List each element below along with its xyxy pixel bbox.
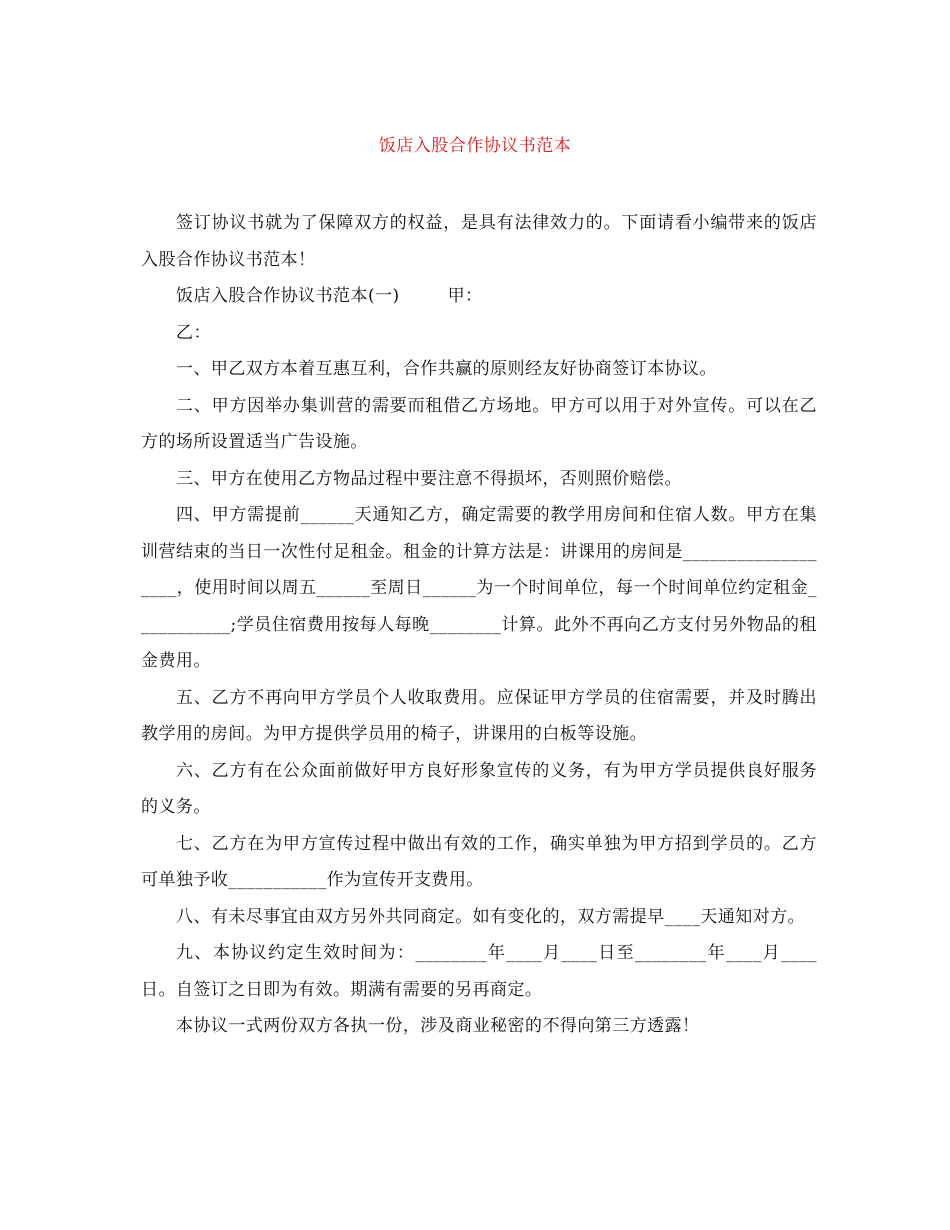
closing-paragraph: 本协议一式两份双方各执一份，涉及商业秘密的不得向第三方透露！ (176, 1016, 700, 1036)
party-b-label: 乙： (176, 322, 211, 343)
clause-8: 八、有未尽事宜由双方另外共同商定。如有变化的，双方需提早____天通知对方。 (176, 906, 806, 927)
intro-paragraph: 签订协议书就为了保障双方的权益，是具有法律效力的。下面请看小编带来的饭店入股合作协议书范本！ (141, 213, 817, 270)
sample-heading: 饭店入股合作协议书范本(一) (176, 286, 400, 306)
clause-5: 五、乙方不再向甲方学员个人收取费用。应保证甲方学员的住宿需要，并及时腾出教学用的房间。为甲方提供学员用的椅子，讲课用的白板等设施。 (141, 687, 817, 744)
clause-9: 九、本协议约定生效时间为：________年____月____日至________年____月____日。自签订之日即为有效。期满有需要的另再商定。 (141, 943, 817, 1000)
clause-3: 三、甲方在使用乙方物品过程中要注意不得损坏，否则照价赔偿。 (176, 468, 683, 489)
party-a-label: 甲： (447, 286, 483, 306)
clause-6: 六、乙方有在公众面前做好甲方良好形象宣传的义务，有为甲方学员提供良好服务的义务。 (141, 760, 817, 817)
document-body (141, 205, 817, 1045)
sample-heading-line (141, 278, 817, 315)
document-title: 饭店入股合作协议书范本 (378, 136, 572, 156)
clause-2: 二、甲方因举办集训营的需要而租借乙方场地。甲方可以用于对外宣传。可以在乙方的场所设置适当广告设施。 (141, 395, 817, 452)
clause-7: 七、乙方在为甲方宣传过程中做出有效的工作，确实单独为甲方招到学员的。乙方可单独予收___________作为宣传开支费用。 (141, 833, 817, 890)
clause-4: 四、甲方需提前______天通知乙方，确定需要的教学用房间和住宿人数。甲方在集训营结束的当日一次性付足租金。租金的计算方法是：讲课用的房间是___________________，使用时间以周五______至周日______为一个时间单位，每一个时间单位约定租金___________;学员住宿费用按每人每晚________计算。此外不再向乙方支付另外物品的租金费用。 (141, 505, 817, 671)
clause-1: 一、甲乙双方本着互惠互利，合作共赢的原则经友好协商签订本协议。 (176, 359, 717, 379)
